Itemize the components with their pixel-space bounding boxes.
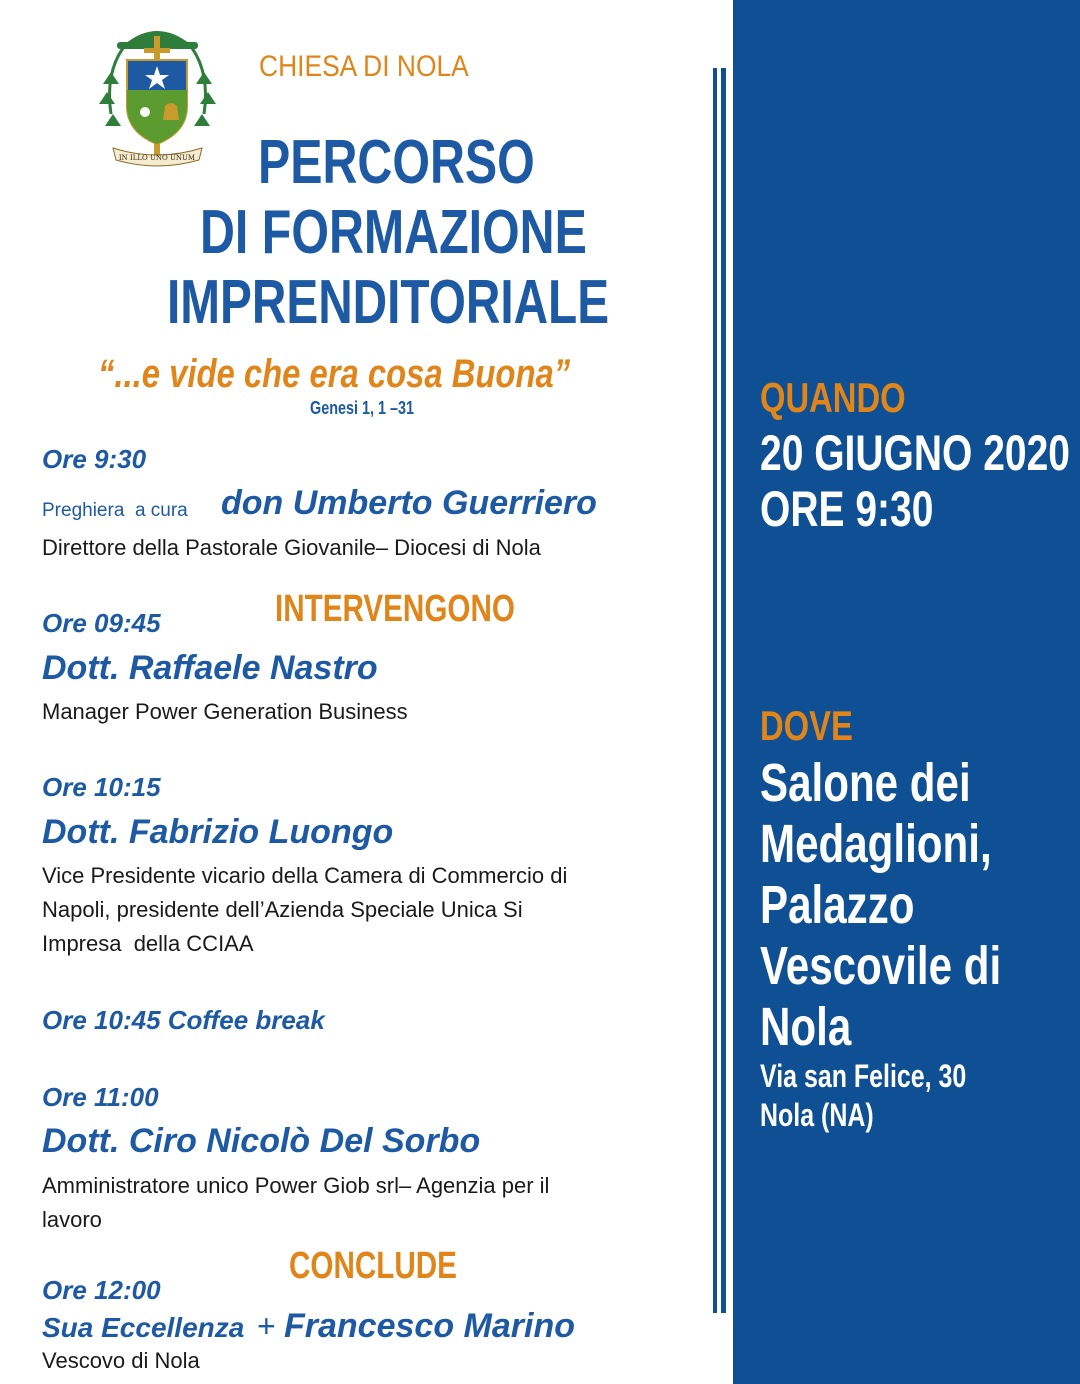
slot2-name: Dott. Raffaele Nastro [42, 649, 378, 687]
slot1-role: Direttore della Pastorale Giovanile– Diocesi di Nola [42, 535, 541, 560]
slot4-time: Ore 11:00 [42, 1082, 159, 1112]
slot3-time: Ore 10:15 [42, 772, 161, 802]
slot2-role: Manager Power Generation Business [42, 699, 408, 724]
address-line-2: Nola (NA) [760, 1097, 874, 1133]
slot1-prefix: Preghiera a cura [42, 500, 188, 521]
crest-motto: IN ILLO UNO UNUM [118, 154, 196, 162]
slot1-name: don Umberto Guerriero [221, 484, 597, 522]
venue-line-1: Salone dei [760, 753, 971, 813]
venue-line-3: Palazzo [760, 875, 915, 935]
slot5-name: Francesco Marino [284, 1307, 575, 1345]
title-line-2: DI FORMAZIONE [200, 198, 587, 267]
slot5-time: Ore 12:00 [42, 1275, 161, 1305]
quote-reference: Genesi 1, 1 –31 [310, 398, 415, 418]
slot5-title: Sua Eccellenza [42, 1312, 245, 1343]
slot2-time: Ore 09:45 [42, 608, 161, 638]
event-hour: ORE 9:30 [760, 481, 934, 537]
when-label: QUANDO [760, 374, 906, 421]
divider-line-2 [721, 68, 726, 1313]
where-label: DOVE [760, 702, 853, 749]
slot3-role-line-3: Impresa della CCIAA [42, 931, 254, 956]
coffee-break: Ore 10:45 Coffee break [42, 1005, 325, 1035]
slot4-name: Dott. Ciro Nicolò Del Sorbo [42, 1122, 481, 1160]
slot3-name: Dott. Fabrizio Luongo [42, 813, 394, 851]
venue-line-4: Vescovile di [760, 936, 1002, 996]
quote: “...e vide che era cosa Buona” [98, 352, 571, 396]
venue-line-2: Medaglioni, [760, 814, 992, 874]
info-panel [733, 0, 1080, 1384]
slot5-role: Vescovo di Nola [42, 1348, 200, 1373]
closing-heading: CONCLUDE [289, 1245, 457, 1287]
title-line-3: IMPRENDITORIALE [167, 268, 610, 337]
venue-line-5: Nola [760, 997, 852, 1057]
title-line-1: PERCORSO [258, 128, 535, 197]
org-name: CHIESA DI NOLA [259, 50, 469, 83]
slot4-role-line-2: lavoro [42, 1207, 102, 1232]
divider-line-1 [713, 68, 717, 1313]
slot1-time: Ore 9:30 [42, 444, 147, 474]
bishop-cross-icon: + [257, 1308, 276, 1344]
speakers-heading: INTERVENGONO [275, 588, 515, 630]
event-date: 20 GIUGNO 2020 [760, 425, 1070, 481]
address-line-1: Via san Felice, 30 [760, 1058, 967, 1094]
slot3-role-line-1: Vice Presidente vicario della Camera di Commercio di [42, 863, 568, 888]
slot4-role-line-1: Amministratore unico Power Giob srl– Agenzia per il [42, 1173, 550, 1198]
diocese-crest [95, 14, 220, 174]
slot3-role-line-2: Napoli, presidente dell’Azienda Speciale Unica Si [42, 897, 523, 922]
